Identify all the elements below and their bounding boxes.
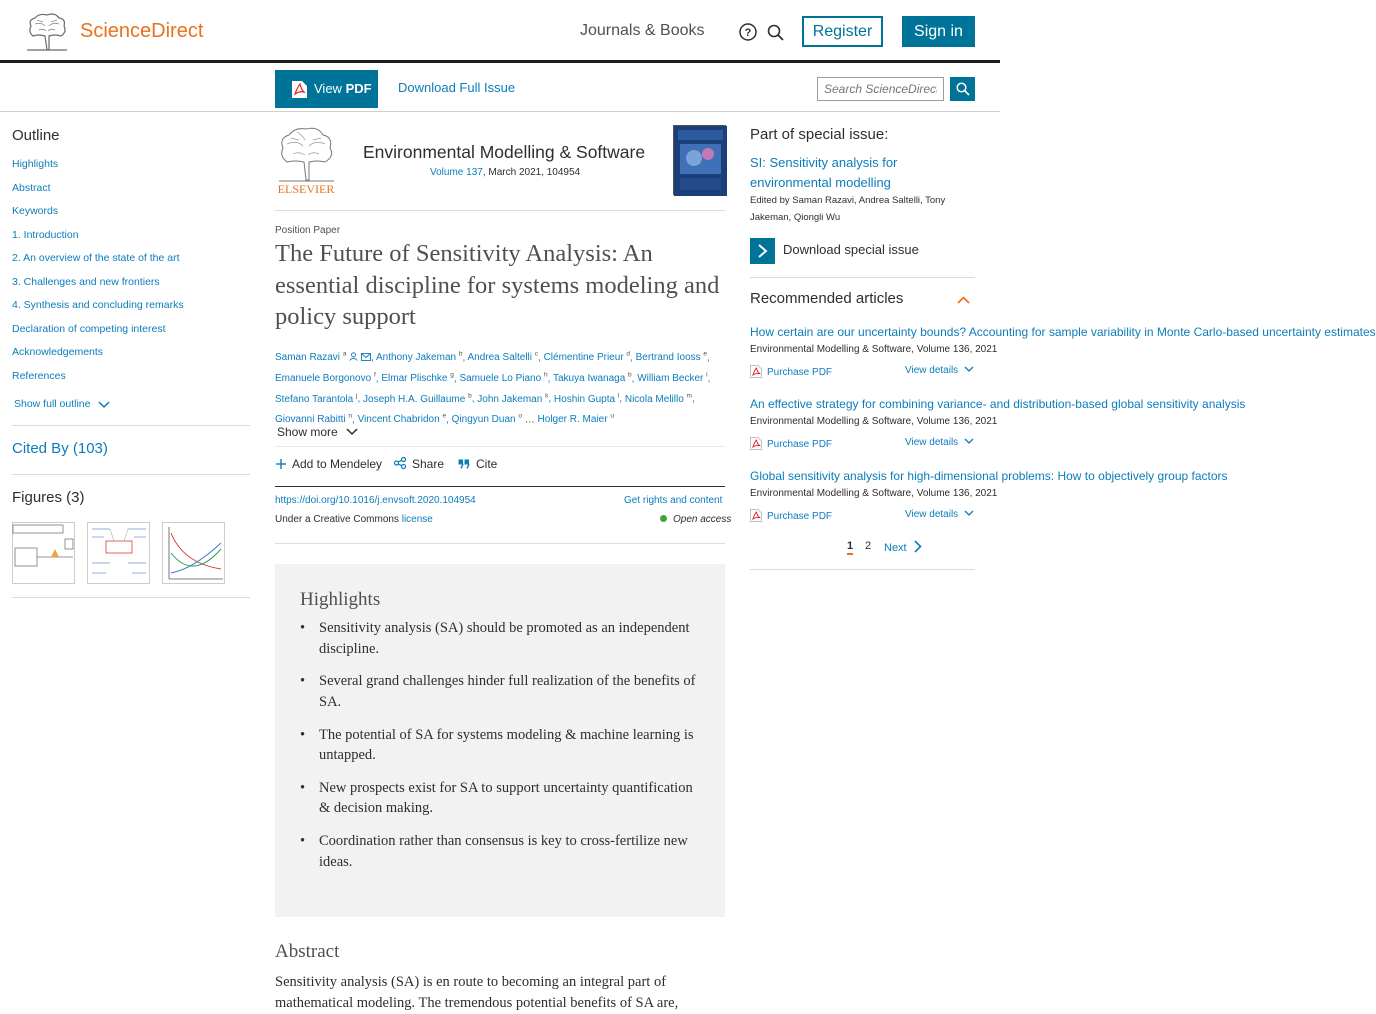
figure-thumbnail-2[interactable] <box>87 522 150 584</box>
recommended-article-source: Environmental Modelling & Software, Volume 136, 2021 <box>750 416 998 427</box>
outline-item-synthesis[interactable]: 4. Synthesis and concluding remarks <box>12 299 184 311</box>
highlight-item: • New prospects exist for SA to support uncertainty quantification & decision making. <box>300 778 705 819</box>
journal-cover-image[interactable] <box>673 125 726 195</box>
divider <box>12 425 250 426</box>
download-special-issue-link[interactable]: Download special issue <box>783 242 919 257</box>
chevron-down-icon <box>98 401 110 409</box>
search-input[interactable] <box>817 77 944 101</box>
cited-by-link[interactable]: Cited By (103) <box>12 440 108 457</box>
share-icon <box>394 457 406 469</box>
divider <box>12 474 250 475</box>
view-details-button[interactable] <box>905 509 974 520</box>
chevron-down-icon <box>964 510 974 517</box>
author-link[interactable]: Samuele Lo Piano $^h$ <box>459 371 548 384</box>
special-issue-link[interactable]: SI: Sensitivity analysis for environmental modelling <box>750 155 898 190</box>
author-link[interactable]: Holger R. Maier $^u$ <box>537 412 614 426</box>
outline-item-competing-interest[interactable]: Declaration of competing interest <box>12 322 166 335</box>
purchase-pdf-label: Purchase PDF <box>767 367 833 378</box>
pdf-icon <box>750 365 762 378</box>
author-link[interactable]: Clémentine Prieur $^d$ <box>543 351 631 364</box>
pdf-icon <box>291 80 308 99</box>
divider <box>275 543 725 544</box>
view-details-button[interactable] <box>905 437 974 448</box>
divider <box>12 597 250 598</box>
purchase-pdf-label: Purchase PDF <box>767 439 833 450</box>
download-special-issue-icon-button[interactable] <box>750 238 775 264</box>
figure-thumbnail-1[interactable] <box>12 522 75 584</box>
pdf-label: PDF <box>345 81 372 96</box>
search-icon[interactable] <box>767 24 784 41</box>
figure-2-image <box>88 523 151 585</box>
recommended-article-source: Environmental Modelling & Software, Volume 136, 2021 <box>750 488 998 499</box>
journal-volume-info <box>430 167 580 178</box>
open-access-dot-icon <box>660 515 667 522</box>
issue-date: , March 2021, 104954 <box>482 167 581 178</box>
highlights-section <box>275 564 725 917</box>
site-header <box>0 0 1000 63</box>
recommended-article-title[interactable]: An effective strategy for combining variance- and distribution-based global sensitivity analysis <box>750 397 1246 411</box>
rights-link[interactable]: Get rights and content <box>624 495 723 506</box>
page-2-button[interactable]: 2 <box>865 540 872 552</box>
show-more-button[interactable] <box>277 425 358 439</box>
download-full-issue-link[interactable]: Download Full Issue <box>398 80 516 95</box>
next-page-button[interactable] <box>884 540 922 554</box>
figure-1-image <box>13 523 76 585</box>
author-link[interactable]: Vincent Chabridon $^e$ <box>357 412 447 426</box>
person-icon[interactable] <box>349 352 358 361</box>
figures-heading: Figures (3) <box>12 489 85 506</box>
author-link[interactable]: Anthony Jakeman $^b$ <box>376 351 463 364</box>
plus-icon <box>276 459 286 469</box>
volume-link[interactable]: Volume 137 <box>430 167 483 178</box>
page-1-button[interactable]: 1 <box>847 540 853 555</box>
chevron-up-icon[interactable] <box>957 296 970 304</box>
author-link[interactable]: Emanuele Borgonovo $^f$ <box>275 371 376 384</box>
outline-item-acknowledgements[interactable]: Acknowledgements <box>12 346 104 358</box>
show-more-label: Show more <box>277 425 338 439</box>
view-pdf-button[interactable] <box>275 70 378 108</box>
highlight-item: • Sensitivity analysis (SA) should be promoted as an independent discipline. <box>300 618 705 659</box>
author-link[interactable]: Elmar Plischke $^g$ <box>381 371 454 384</box>
cover-art <box>674 126 727 196</box>
elsevier-tree-logo-icon[interactable] <box>25 12 69 51</box>
journals-books-link[interactable]: Journals & Books <box>580 22 705 39</box>
outline-list <box>12 158 184 393</box>
search-submit-button[interactable] <box>950 77 975 101</box>
divider <box>275 486 725 487</box>
purchase-pdf-label: Purchase PDF <box>767 511 833 522</box>
author-link[interactable]: Nicola Melillo $^m$ <box>624 392 692 405</box>
author-link[interactable]: Qingyun Duan $^o$ <box>451 412 522 426</box>
help-icon[interactable] <box>739 23 757 41</box>
elsevier-wordmark: ELSEVIER <box>277 182 335 196</box>
author-link[interactable]: Joseph H.A. Guillaume $^b$ <box>363 392 472 405</box>
special-issue-label: Part of special issue: <box>750 126 889 143</box>
svg-text:?: ? <box>744 27 752 39</box>
show-full-outline-label: Show full outline <box>14 398 91 410</box>
divider <box>275 210 725 211</box>
article-title: The Future of Sensitivity Analysis: An essential discipline for systems modeling and policy support <box>275 240 720 330</box>
show-full-outline-button[interactable] <box>14 398 110 410</box>
journal-title[interactable]: Environmental Modelling & Software <box>363 142 646 162</box>
outline-item-overview[interactable]: 2. An overview of the state of the art <box>12 252 180 264</box>
highlight-item: • Coordination rather than consensus is key to cross-fertilize new ideas. <box>300 831 705 872</box>
sign-in-button[interactable]: Sign in <box>902 16 975 47</box>
chevron-right-icon <box>757 244 768 258</box>
recommended-article-title[interactable]: How certain are our uncertainty bounds? Accounting for sample variability in Monte Carlo-based uncertainty estimates <box>750 325 1376 339</box>
pdf-icon <box>750 509 762 522</box>
cite-button[interactable] <box>458 457 497 471</box>
article-type: Position Paper <box>275 225 341 236</box>
view-label: View <box>314 81 342 96</box>
chevron-down-icon <box>964 438 974 445</box>
open-access-badge <box>660 514 731 525</box>
purchase-pdf-link[interactable] <box>750 365 832 378</box>
outline-item-abstract[interactable]: Abstract <box>12 181 51 194</box>
highlight-item: • Several grand challenges hinder full realization of the benefits of SA. <box>300 671 705 712</box>
figure-3-image <box>163 523 226 585</box>
chevron-down-icon <box>346 428 358 436</box>
author-link[interactable]: John Jakeman $^k$ <box>477 392 549 405</box>
author-link[interactable]: Bertrand Iooss $^e$ <box>635 351 708 364</box>
share-label: Share <box>412 457 445 471</box>
brand-name[interactable]: ScienceDirect <box>80 20 204 42</box>
author-link[interactable]: Hoshin Gupta $^l$ <box>553 392 620 405</box>
view-details-label: View details <box>905 509 959 520</box>
author-link[interactable]: Stefano Tarantola $^j$ <box>275 392 358 405</box>
author-link[interactable]: Giovanni Rabitti $^n$ <box>275 412 352 426</box>
divider <box>275 446 725 447</box>
abstract-text: Sensitivity analysis (SA) is en route to becoming an integral part of mathematical modeling. The tremendous potential benefits of SA are, <box>275 974 679 1011</box>
author-link[interactable]: Andrea Saltelli $^c$ <box>467 351 539 364</box>
outline-item-highlights[interactable]: Highlights <box>12 158 59 170</box>
recommended-heading: Recommended articles <box>750 290 904 307</box>
figure-thumbnail-3[interactable] <box>162 522 225 584</box>
outline-item-introduction[interactable]: 1. Introduction <box>12 228 79 241</box>
pdf-icon <box>750 437 762 450</box>
recommended-article-title[interactable]: Global sensitivity analysis for high-dimensional problems: How to objectively group factors <box>750 469 1228 483</box>
license-prefix: Under a Creative Commons <box>275 514 402 525</box>
next-label: Next <box>884 542 907 554</box>
view-details-label: View details <box>905 365 959 376</box>
divider <box>750 277 975 278</box>
cite-label: Cite <box>476 457 498 471</box>
article-toolbar <box>0 66 1000 112</box>
author-list: Saman Razavi $^a$ , Anthony Jakeman $^b$, Andrea Saltelli $^c$, Clémentine Prieur $^d$, Bertrand Iooss $^e$, Emanuele Borgonovo $^f$, Elmar Plischke $^g$, Samuele Lo Piano $^h$, Takuya Iwanaga $^b$, William Becker $^i$, Stefano Tarantola $^j$, Joseph H.A. Guillaume $^b$, John Jakeman $^k$, Hoshin Gupta $^l$, Nicola Melillo $^m$, Giovanni Rabitti $^n$, Vincent Chabridon $^e$, Qingyun Duan $^o$ … Holger R. Maier $^u$ <box>275 351 711 426</box>
add-to-mendeley-button[interactable] <box>276 457 382 471</box>
outline-item-challenges[interactable]: 3. Challenges and new frontiers <box>12 275 160 288</box>
recommended-article-source: Environmental Modelling & Software, Volume 136, 2021 <box>750 344 998 355</box>
license-link[interactable]: license <box>401 514 433 525</box>
purchase-pdf-link[interactable] <box>750 437 832 450</box>
chevron-down-icon <box>964 366 974 373</box>
author-link[interactable]: Saman Razavi $^a$ <box>275 351 347 364</box>
share-button[interactable] <box>394 457 444 471</box>
divider <box>750 569 975 570</box>
author-link[interactable]: William Becker $^i$ <box>637 371 708 384</box>
highlight-item: • The potential of SA for systems modeling & machine learning is untapped. <box>300 725 705 766</box>
elsevier-logo-icon[interactable] <box>275 124 338 196</box>
author-link[interactable]: Takuya Iwanaga $^b$ <box>552 371 632 384</box>
purchase-pdf-link[interactable] <box>750 509 832 522</box>
doi-link[interactable]: https://doi.org/10.1016/j.envsoft.2020.104954 <box>275 495 476 506</box>
mendeley-label: Add to Mendeley <box>292 457 383 471</box>
open-access-label: Open access <box>673 514 732 525</box>
view-details-label: View details <box>905 437 959 448</box>
license-info <box>275 514 433 525</box>
abstract-heading: Abstract <box>275 941 340 962</box>
outline-item-keywords[interactable]: Keywords <box>12 205 59 217</box>
highlights-list <box>300 618 705 884</box>
highlights-heading: Highlights <box>300 589 381 610</box>
outline-heading: Outline <box>12 127 60 144</box>
outline-item-references[interactable]: References <box>12 369 66 382</box>
register-button[interactable]: Register <box>802 16 883 47</box>
email-icon[interactable] <box>361 353 371 361</box>
quote-icon <box>458 459 470 469</box>
chevron-right-icon <box>914 540 922 553</box>
special-issue-editors: Edited by Saman Razavi, Andrea Saltelli, Tony Jakeman, Qiongli Wu <box>750 195 946 223</box>
view-details-button[interactable] <box>905 365 974 376</box>
search-icon <box>956 82 970 96</box>
